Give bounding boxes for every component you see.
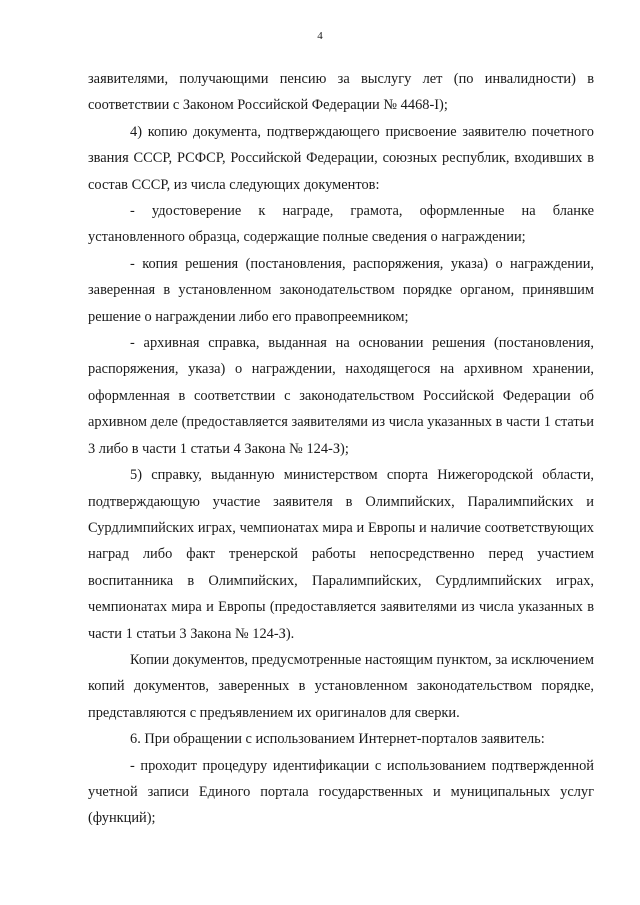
paragraph-item-6: 6. При обращении с использованием Интернет-порталов заявитель: <box>130 731 545 748</box>
page-number: 4 <box>317 30 323 42</box>
paragraph-copies-note: Копии документов, предусмотренные настоящим пунктом, за исключением копий документов, заверенных в установленном законодательством порядке, представляются с предъявлением их оригиналов для сверки. <box>88 651 594 721</box>
paragraph-item-4: 4) копию документа, подтверждающего присвоение заявителю почетного звания СССР, РСФСР, Российской Федерации, союзных республик, входивших в состав СССР, из числа следующих документов: <box>88 123 594 193</box>
document-body <box>88 66 594 832</box>
bullet-decision-copy: - копия решения (постановления, распоряжения, указа) о награждении, заверенная в установленном законодательством порядке органом, принявшим решение о награждении либо его правопреемником; <box>88 255 594 325</box>
paragraph-continuation: заявителями, получающими пенсию за выслугу лет (по инвалидности) в соответствии с Законом Российской Федерации № 4468-I); <box>88 71 594 114</box>
bullet-identification: - проходит процедуру идентификации с использованием подтвержденной учетной записи Единого портала государственных и муниципальных услуг (функций); <box>88 757 594 827</box>
bullet-archive-reference: - архивная справка, выданная на основании решения (постановления, распоряжения, указа) о награждении, находящегося на архивном хранении, оформленная в соответствии с законодательством Российской Федерации об архивном деле (предоставляется заявителями из числа указанных в части 1 статьи 3 либо в части 1 статьи 4 Закона № 124-З); <box>88 335 594 457</box>
paragraph-item-5: 5) справку, выданную министерством спорта Нижегородской области, подтверждающую участие заявителя в Олимпийских, Паралимпийских и Сурдлимпийских играх, чемпионатах мира и Европы и наличие соответствующих наград либо факт тренерской работы непосредственно перед участием воспитанника в Олимпийских, Паралимпийских, Сурдлимпийских играх, чемпионатах мира и Европы (предоставляется заявителями из числа указанных в части 1 статьи 3 Закона № 124-З). <box>88 467 594 642</box>
bullet-award-certificate: - удостоверение к награде, грамота, оформленные на бланке установленного образца, содержащие полные сведения о награждении; <box>88 203 594 246</box>
